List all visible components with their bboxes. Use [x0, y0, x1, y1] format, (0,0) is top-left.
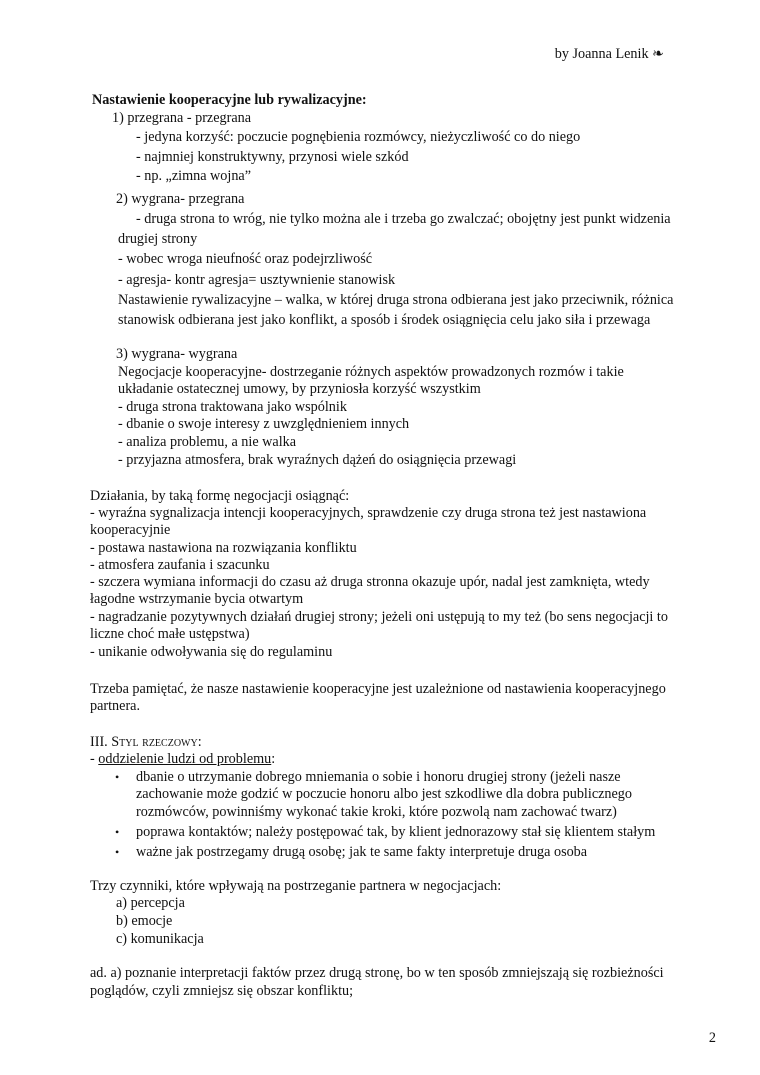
- list-item: - np. „zimna wojna”: [136, 168, 252, 184]
- paragraph-line: Trzeba pamiętać, że nasze nastawienie kooperacyjne jest uzależnione od nastawienia kooperacyjnego: [90, 681, 666, 697]
- paragraph-line: Nastawienie rywalizacyjne – walka, w której druga strona odbierana jest jako przeciwnik, różnica: [118, 292, 674, 308]
- subheading: [90, 750, 275, 768]
- bullet-icon: •: [115, 845, 120, 859]
- subheading-colon: :: [271, 751, 276, 767]
- bullet-icon: •: [115, 770, 120, 784]
- subheading-dash: -: [90, 751, 99, 767]
- paragraph-line: układanie ostatecznej umowy, by przyniosła korzyść wszystkim: [118, 381, 481, 397]
- list-item: 3) wygrana- wygrana: [116, 346, 238, 362]
- paragraph-line: stanowisk odbierana jest jako konflikt, a sposób i środek osiągnięcia celu jako siła i przewaga: [118, 312, 651, 328]
- paragraph-line: ad. a) poznanie interpretacji faktów przez drugą stronę, bo w ten sposób zmniejszają się rozbieżności: [90, 965, 664, 981]
- list-item: - dbanie o swoje interesy z uwzględnieniem innych: [118, 416, 410, 432]
- paragraph-line: Trzy czynniki, które wpływają na postrzeganie partnera w negocjacjach:: [90, 878, 502, 894]
- paragraph-line: Negocjacje kooperacyjne- dostrzeganie różnych aspektów prowadzonych rozmów i takie: [118, 364, 624, 380]
- list-item: - wobec wroga nieufność oraz podejrzliwość: [118, 251, 373, 267]
- ornament-icon: ❧: [652, 46, 664, 62]
- paragraph-line: Działania, by taką formę negocjacji osiągnąć:: [90, 488, 350, 504]
- list-item: - nagradzanie pozytywnych działań drugiej strony; jeżeli oni ustępują to my też (bo sens negocjacji to: [90, 609, 668, 625]
- list-item: - agresja- kontr agresja= usztywnienie stanowisk: [118, 272, 396, 288]
- list-item: - analiza problemu, a nie walka: [118, 434, 297, 450]
- section-title: Styl rzeczowy: [111, 734, 198, 750]
- list-item: 1) przegrana - przegrana: [112, 110, 252, 126]
- list-item: b) emocje: [116, 913, 173, 929]
- paragraph-line: partnera.: [90, 698, 141, 714]
- section-title: Nastawienie kooperacyjne lub rywalizacyjne:: [92, 92, 367, 108]
- author-name: by Joanna Lenik: [554, 46, 649, 62]
- list-item: - najmniej konstruktywny, przynosi wiele szkód: [136, 149, 409, 165]
- list-item: - przyjazna atmosfera, brak wyraźnych dążeń do osiągnięcia przewagi: [118, 452, 517, 468]
- list-item: - druga strona to wróg, nie tylko można ale i trzeba go zwalczać; obojętny jest punkt widzenia: [136, 211, 671, 227]
- list-item: c) komunikacja: [116, 931, 204, 947]
- list-item: drugiej strony: [118, 231, 198, 247]
- list-item: liczne choć małe ustępstwa): [90, 626, 250, 642]
- section-heading: [90, 733, 202, 751]
- list-item: - postawa nastawiona na rozwiązania konfliktu: [90, 540, 357, 556]
- list-item: - atmosfera zaufania i szacunku: [90, 557, 270, 573]
- list-item: - szczera wymiana informacji do czasu aż druga stronna okazuje upór, nadal jest zamknięta, wtedy: [90, 574, 650, 590]
- heading-colon: :: [197, 734, 202, 750]
- page-number: 2: [708, 1030, 716, 1046]
- list-item: ważne jak postrzegamy drugą osobę; jak te same fakty interpretuje druga osoba: [136, 844, 588, 860]
- bullet-icon: •: [115, 825, 120, 839]
- list-item: - wyraźna sygnalizacja intencji kooperacyjnych, sprawdzenie czy druga strona też jest nastawiona: [90, 505, 647, 521]
- list-item: rozmówców, powinniśmy wykonać takie kroki, które pozwolą nam zachować twarz): [136, 804, 617, 820]
- author-header: [555, 46, 664, 63]
- list-item: poprawa kontaktów; należy postępować tak, by klient jednorazowy stał się klientem stałym: [136, 824, 656, 840]
- list-item: kooperacyjnie: [90, 522, 171, 538]
- section-number: III.: [90, 734, 112, 750]
- list-item: zachowanie może godzić w poczucie honoru albo jest szkodliwe dla dobra publicznego: [136, 786, 632, 802]
- list-item: łagodne wstrzymanie bycia otwartym: [90, 591, 304, 607]
- list-item: dbanie o utrzymanie dobrego mniemania o sobie i honoru drugiej strony (jeżeli nasze: [136, 769, 621, 785]
- list-item: a) percepcja: [116, 895, 185, 911]
- list-item: - druga strona traktowana jako wspólnik: [118, 399, 347, 415]
- subheading-text: oddzielenie ludzi od problemu: [98, 751, 272, 767]
- list-item: 2) wygrana- przegrana: [116, 191, 245, 207]
- paragraph-line: poglądów, czyli zmniejsz się obszar konfliktu;: [90, 983, 354, 999]
- list-item: - jedyna korzyść: poczucie pognębienia rozmówcy, nieżyczliwość co do niego: [136, 129, 581, 145]
- list-item: - unikanie odwoływania się do regulaminu: [90, 644, 333, 660]
